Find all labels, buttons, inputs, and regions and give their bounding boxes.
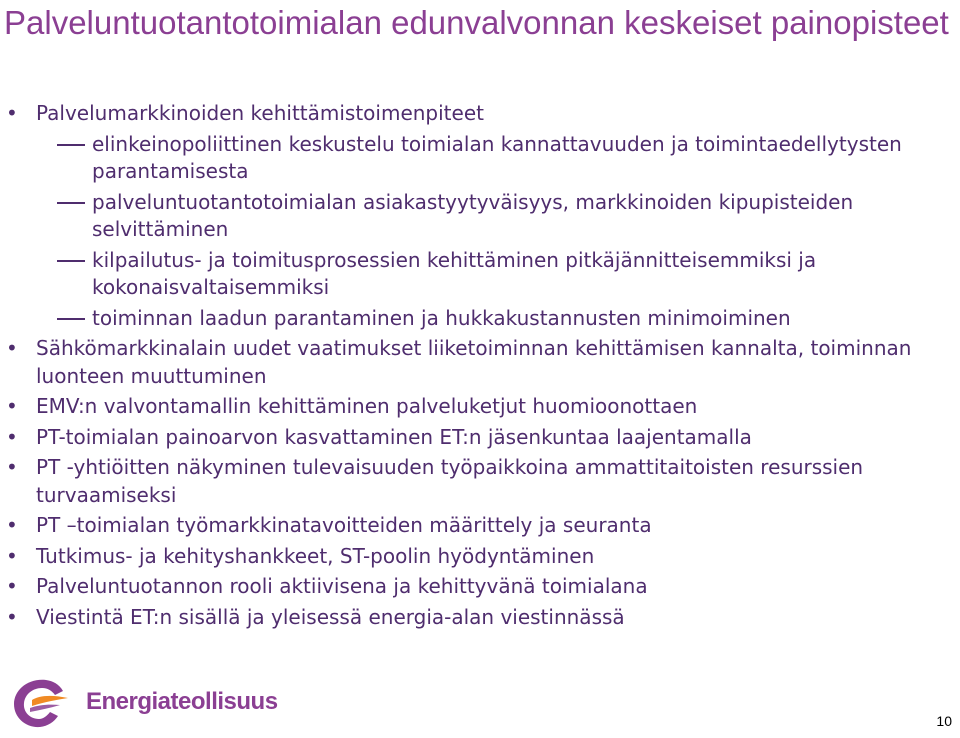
sub-bullet-text: palveluntuotantotoimialan asiakastyytyväisyys, markkinoiden kipupisteiden selvittäminen <box>92 189 854 241</box>
bullet-item <box>0 604 955 632</box>
dash-icon <box>57 144 85 146</box>
sub-bullet-item <box>0 131 955 186</box>
bullet-dot-icon: • <box>6 424 18 449</box>
dash-icon <box>57 260 85 262</box>
sub-bullet-text: toiminnan laadun parantaminen ja hukkakustannusten minimoiminen <box>92 305 791 330</box>
bullet-dot-icon: • <box>6 101 18 125</box>
bullet-dot-icon: • <box>6 604 18 629</box>
bullet-item <box>0 454 955 509</box>
bullet-item <box>0 335 955 390</box>
bullet-dot-icon: • <box>6 394 18 418</box>
sub-bullet-item <box>0 247 955 302</box>
logo-mark-icon <box>8 674 78 734</box>
bullet-item <box>0 573 955 601</box>
bullet-text: PT -yhtiöitten näkyminen tulevaisuuden työpaikkoina ammattitaitoisten resurssien turvaamiseksi <box>36 455 864 507</box>
dash-icon <box>57 318 85 320</box>
sub-bullet-item <box>0 305 955 333</box>
bullet-item <box>0 100 955 128</box>
bullet-text: PT –toimialan työmarkkinatavoitteiden määrittely ja seuranta <box>36 513 652 537</box>
bullet-text: Palveluntuotannon rooli aktiivisena ja kehittyvänä toimialana <box>36 574 648 598</box>
bullet-text: Palvelumarkkinoiden kehittämistoimenpiteet <box>36 101 484 125</box>
bullet-text: PT-toimialan painoarvon kasvattaminen ET:n jäsenkuntaa laajentamalla <box>36 424 752 449</box>
sub-bullet-text: elinkeinopoliittinen keskustelu toimialan kannattavuuden ja toimintaedellytysten parantamisesta <box>92 131 902 183</box>
dash-icon <box>57 202 85 204</box>
bullet-text: Tutkimus- ja kehityshankkeet, ST-poolin hyödyntäminen <box>36 543 595 568</box>
bullet-list <box>0 100 955 634</box>
bullet-item <box>0 512 955 540</box>
bullet-text: Viestintä ET:n sisällä ja yleisessä energia-alan viestinnässä <box>36 604 625 629</box>
sub-bullet-item <box>0 189 955 244</box>
bullet-text: EMV:n valvontamallin kehittäminen palveluketjut huomioonottaen <box>36 394 698 418</box>
bullet-text: Sähkömarkkinalain uudet vaatimukset liiketoiminnan kehittämisen kannalta, toiminnan luonteen muuttuminen <box>36 336 912 388</box>
bullet-dot-icon: • <box>6 574 18 598</box>
bullet-item <box>0 424 955 452</box>
logo-text: Energiateollisuus <box>86 688 278 715</box>
bullet-dot-icon: • <box>6 336 18 360</box>
bullet-item <box>0 393 955 421</box>
bullet-item <box>0 543 955 571</box>
sub-bullet-text: kilpailutus- ja toimitusprosessien kehittäminen pitkäjännitteisemmiksi ja kokonaisvaltaisemmiksi <box>92 247 817 299</box>
bullet-dot-icon: • <box>6 455 18 479</box>
energiateollisuus-logo <box>8 674 368 734</box>
bullet-dot-icon: • <box>6 513 18 537</box>
slide-title: Palveluntuotantotoimialan edunvalvonnan keskeiset painopisteet <box>4 4 949 41</box>
bullet-dot-icon: • <box>6 543 18 568</box>
page-number: 10 <box>936 713 952 729</box>
